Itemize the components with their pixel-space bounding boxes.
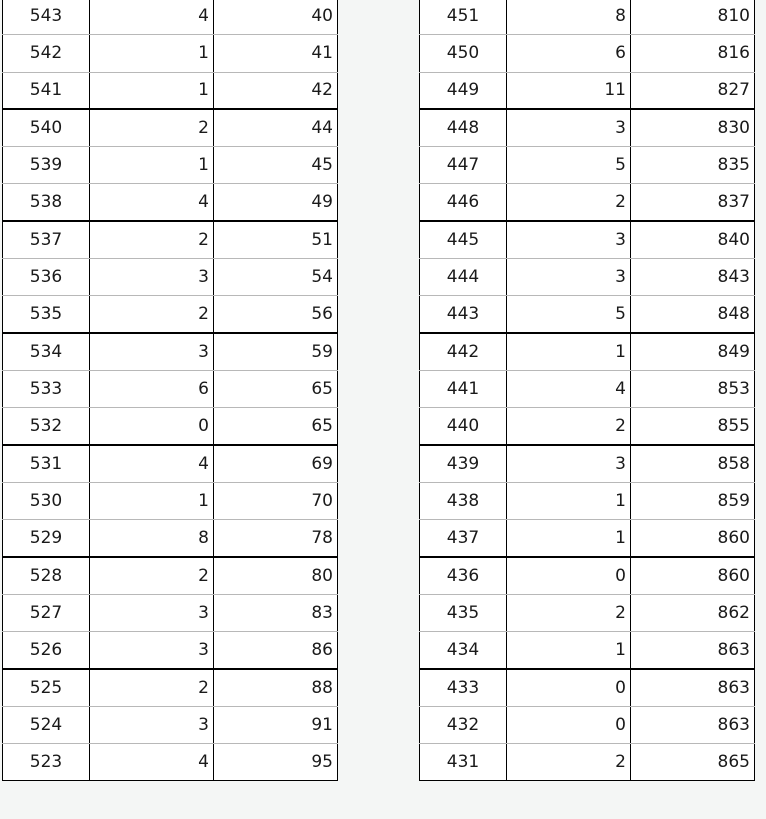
count-cell: 4	[90, 445, 214, 482]
count-cell: 0	[507, 557, 631, 594]
count-cell: 3	[90, 333, 214, 370]
count-cell: 11	[507, 72, 631, 109]
count-cell: 4	[507, 370, 631, 407]
score-cell: 435	[420, 594, 507, 631]
score-cell: 442	[420, 333, 507, 370]
count-cell: 3	[507, 259, 631, 296]
count-cell: 3	[90, 259, 214, 296]
table-row	[3, 370, 338, 407]
score-cell: 523	[3, 743, 90, 780]
table-row	[420, 669, 755, 706]
score-cell: 530	[3, 482, 90, 519]
cumulative-cell: 59	[214, 333, 338, 370]
table-row	[420, 482, 755, 519]
count-cell: 5	[507, 296, 631, 333]
table-row	[3, 557, 338, 594]
table-row	[420, 743, 755, 780]
count-cell: 2	[90, 221, 214, 258]
score-cell: 534	[3, 333, 90, 370]
score-cell: 444	[420, 259, 507, 296]
count-cell: 2	[507, 594, 631, 631]
table-row	[420, 445, 755, 482]
count-cell: 1	[90, 35, 214, 72]
cumulative-cell: 56	[214, 296, 338, 333]
score-cell: 431	[420, 743, 507, 780]
count-cell: 2	[90, 296, 214, 333]
score-cell: 446	[420, 184, 507, 221]
score-cell: 438	[420, 482, 507, 519]
cumulative-cell: 70	[214, 482, 338, 519]
score-cell: 437	[420, 520, 507, 557]
cumulative-cell: 843	[631, 259, 755, 296]
count-cell: 3	[90, 632, 214, 669]
cumulative-cell: 54	[214, 259, 338, 296]
count-cell: 0	[507, 706, 631, 743]
count-cell: 2	[90, 669, 214, 706]
table-row	[3, 594, 338, 631]
cumulative-cell: 45	[214, 147, 338, 184]
score-cell: 450	[420, 35, 507, 72]
table-row	[420, 370, 755, 407]
cumulative-cell: 41	[214, 35, 338, 72]
score-cell: 531	[3, 445, 90, 482]
cumulative-cell: 91	[214, 706, 338, 743]
score-cell: 434	[420, 632, 507, 669]
score-cell: 451	[420, 0, 507, 35]
count-cell: 2	[90, 557, 214, 594]
cumulative-cell: 810	[631, 0, 755, 35]
score-cell: 535	[3, 296, 90, 333]
score-cell: 540	[3, 109, 90, 146]
cumulative-cell: 80	[214, 557, 338, 594]
table-row	[420, 221, 755, 258]
cumulative-cell: 837	[631, 184, 755, 221]
cumulative-cell: 835	[631, 147, 755, 184]
count-cell: 2	[507, 408, 631, 445]
table-row	[420, 333, 755, 370]
score-cell: 537	[3, 221, 90, 258]
cumulative-cell: 40	[214, 0, 338, 35]
score-cell: 543	[3, 0, 90, 35]
cumulative-cell: 88	[214, 669, 338, 706]
table-row	[3, 184, 338, 221]
count-cell: 3	[90, 706, 214, 743]
count-cell: 0	[507, 669, 631, 706]
cumulative-cell: 95	[214, 743, 338, 780]
table-row	[3, 632, 338, 669]
score-cell: 441	[420, 370, 507, 407]
count-cell: 0	[90, 408, 214, 445]
count-cell: 8	[507, 0, 631, 35]
score-cell: 529	[3, 520, 90, 557]
count-cell: 1	[507, 632, 631, 669]
table-row	[3, 669, 338, 706]
cumulative-cell: 853	[631, 370, 755, 407]
table-row	[3, 296, 338, 333]
score-table-right	[419, 0, 755, 781]
count-cell: 4	[90, 184, 214, 221]
cumulative-cell: 860	[631, 557, 755, 594]
cumulative-cell: 51	[214, 221, 338, 258]
table-row	[3, 482, 338, 519]
cumulative-cell: 65	[214, 370, 338, 407]
count-cell: 1	[90, 72, 214, 109]
score-cell: 539	[3, 147, 90, 184]
cumulative-cell: 816	[631, 35, 755, 72]
cumulative-cell: 855	[631, 408, 755, 445]
table-row	[3, 520, 338, 557]
cumulative-cell: 69	[214, 445, 338, 482]
cumulative-cell: 65	[214, 408, 338, 445]
table-row	[3, 259, 338, 296]
cumulative-cell: 862	[631, 594, 755, 631]
score-cell: 525	[3, 669, 90, 706]
count-cell: 3	[507, 221, 631, 258]
table-row	[3, 147, 338, 184]
score-cell: 532	[3, 408, 90, 445]
table-row	[420, 72, 755, 109]
table-row	[3, 408, 338, 445]
count-cell: 2	[507, 743, 631, 780]
cumulative-cell: 863	[631, 669, 755, 706]
cumulative-cell: 849	[631, 333, 755, 370]
score-cell: 436	[420, 557, 507, 594]
score-cell: 542	[3, 35, 90, 72]
cumulative-cell: 859	[631, 482, 755, 519]
cumulative-cell: 827	[631, 72, 755, 109]
count-cell: 4	[90, 0, 214, 35]
score-cell: 526	[3, 632, 90, 669]
cumulative-cell: 83	[214, 594, 338, 631]
table-row	[420, 594, 755, 631]
table-row	[420, 632, 755, 669]
cumulative-cell: 86	[214, 632, 338, 669]
table-row	[3, 0, 338, 35]
table-row	[3, 445, 338, 482]
score-table-right-body	[420, 0, 755, 781]
score-cell: 445	[420, 221, 507, 258]
table-row	[3, 333, 338, 370]
table-row	[420, 0, 755, 35]
count-cell: 1	[507, 333, 631, 370]
table-row	[420, 520, 755, 557]
score-cell: 541	[3, 72, 90, 109]
score-cell: 524	[3, 706, 90, 743]
count-cell: 1	[90, 147, 214, 184]
score-cell: 448	[420, 109, 507, 146]
score-cell: 527	[3, 594, 90, 631]
count-cell: 3	[90, 594, 214, 631]
table-row	[420, 184, 755, 221]
cumulative-cell: 848	[631, 296, 755, 333]
score-cell: 443	[420, 296, 507, 333]
score-cell: 439	[420, 445, 507, 482]
cumulative-cell: 860	[631, 520, 755, 557]
score-cell: 433	[420, 669, 507, 706]
cumulative-cell: 863	[631, 632, 755, 669]
score-table-left	[2, 0, 338, 781]
count-cell: 4	[90, 743, 214, 780]
table-row	[3, 72, 338, 109]
count-cell: 2	[90, 109, 214, 146]
count-cell: 6	[90, 370, 214, 407]
score-cell: 447	[420, 147, 507, 184]
cumulative-cell: 840	[631, 221, 755, 258]
table-row	[3, 221, 338, 258]
count-cell: 8	[90, 520, 214, 557]
cumulative-cell: 830	[631, 109, 755, 146]
score-cell: 536	[3, 259, 90, 296]
table-row	[3, 743, 338, 780]
table-row	[3, 109, 338, 146]
table-row	[420, 706, 755, 743]
table-row	[420, 296, 755, 333]
cumulative-cell: 78	[214, 520, 338, 557]
count-cell: 1	[507, 482, 631, 519]
table-row	[420, 109, 755, 146]
count-cell: 1	[90, 482, 214, 519]
count-cell: 2	[507, 184, 631, 221]
cumulative-cell: 42	[214, 72, 338, 109]
count-cell: 3	[507, 445, 631, 482]
cumulative-cell: 44	[214, 109, 338, 146]
cumulative-cell: 49	[214, 184, 338, 221]
cumulative-cell: 865	[631, 743, 755, 780]
table-row	[3, 706, 338, 743]
score-cell: 533	[3, 370, 90, 407]
score-table-left-body	[3, 0, 338, 781]
score-cell: 449	[420, 72, 507, 109]
cumulative-cell: 858	[631, 445, 755, 482]
table-row	[420, 35, 755, 72]
count-cell: 1	[507, 520, 631, 557]
table-row	[420, 259, 755, 296]
table-row	[420, 408, 755, 445]
cumulative-cell: 863	[631, 706, 755, 743]
score-cell: 538	[3, 184, 90, 221]
table-row	[420, 147, 755, 184]
count-cell: 5	[507, 147, 631, 184]
score-cell: 528	[3, 557, 90, 594]
count-cell: 3	[507, 109, 631, 146]
score-cell: 432	[420, 706, 507, 743]
table-row	[3, 35, 338, 72]
table-row	[420, 557, 755, 594]
count-cell: 6	[507, 35, 631, 72]
score-cell: 440	[420, 408, 507, 445]
